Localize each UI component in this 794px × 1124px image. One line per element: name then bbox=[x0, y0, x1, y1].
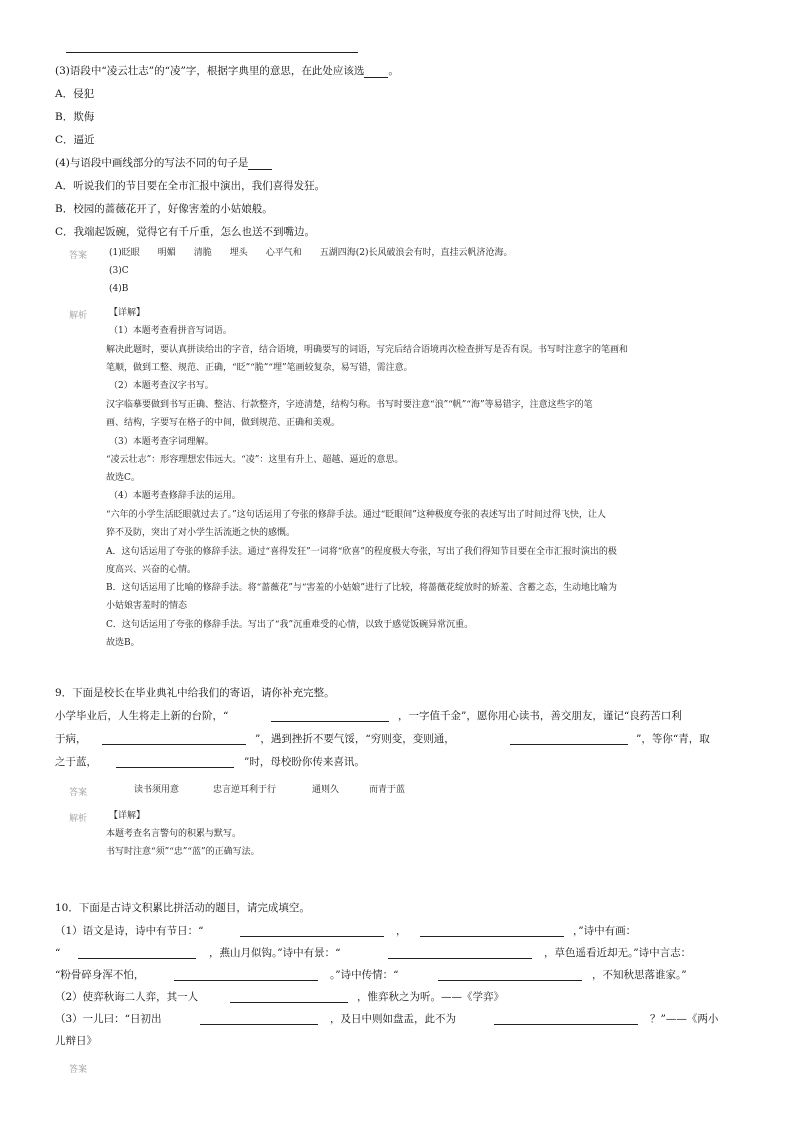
q10-blank-9[interactable] bbox=[494, 1024, 638, 1025]
q8-p4-option-a: A．听说我们的节目要在全市汇报中演出，我们喜得发狂。 bbox=[55, 180, 326, 192]
q10-blank-3[interactable] bbox=[78, 958, 196, 959]
q10-line-3c: ，不知秋思落谁家。” bbox=[592, 969, 687, 981]
q8-analysis-line: A．这句话运用了夸张的修辞手法。通过“喜得发狂”一词将“欣喜”的程度极大夸张，写出了我们得知节目要在全市汇报时演出的极 bbox=[106, 547, 617, 557]
q10-blank-1[interactable] bbox=[240, 936, 384, 937]
q8-analysis-line: 猝不及防，突出了对小学生活流逝之快的感慨。 bbox=[106, 528, 296, 538]
q10-line-2a: “ bbox=[55, 947, 61, 959]
q10-title: 10．下面是古诗文积累比拼活动的题目，请完成填空。 bbox=[55, 902, 310, 914]
q8-analysis-line: （2）本题考查汉字书写。 bbox=[109, 381, 214, 391]
q10-line-5b: ，及日中则如盘盂，此不为 bbox=[330, 1013, 456, 1025]
q8-analysis-line: 汉字临摹要做到书写正确、整洁、行款整齐，字迹清楚，结构匀称。书写时要注意“浪”“帆”“海”等易错字，注意这些字的笔 bbox=[106, 400, 593, 410]
analysis-label: 解析 bbox=[69, 814, 88, 824]
answer-blank[interactable] bbox=[364, 67, 388, 78]
q10-line-2c: ，草色遥看近却无。”诗中言志： bbox=[544, 947, 692, 959]
q9-line-2b: ”，遇到挫折不要气馁，“穷则变，变则通， bbox=[255, 733, 455, 745]
q10-line-1b: ， bbox=[396, 925, 407, 937]
answer-label: 答案 bbox=[69, 1065, 88, 1075]
q10-line-4a: （2）使弈秋诲二人弈，其一人 bbox=[55, 991, 199, 1003]
q8-analysis-line: “凌云壮志”：形容理想宏伟远大。“凌”：这里有升上、超越、逼近的意思。 bbox=[106, 455, 404, 465]
q8-analysis-line: C．这句话运用了夸张的修辞手法。写出了“我”沉重难受的心情，以致于感觉饭碗异常沉重。 bbox=[106, 620, 474, 630]
q8-answer-line-1: (1)眨眼 明媚 清脆 埋头 心平气和 五湖四海(2)长风破浪会有时，直挂云帆济沧海。 bbox=[109, 248, 513, 258]
q10-line-1a: （1）语文是诗，诗中有节日：“ bbox=[55, 925, 204, 937]
q9-line-1a: 小学毕业后，人生将走上新的台阶，“ bbox=[55, 710, 229, 722]
q8-p4-option-c: C．我端起饭碗，觉得它有千斤重，怎么也送不到嘴边。 bbox=[55, 226, 316, 238]
q9-line-3a: 之于蓝， bbox=[55, 756, 97, 768]
q10-line-3a: “粉骨碎身浑不怕， bbox=[55, 969, 145, 981]
q9-line-2c: ”，等你“青，取 bbox=[636, 733, 710, 745]
q10-blank-5[interactable] bbox=[174, 980, 318, 981]
q8-answer-line-2: (3)C bbox=[109, 266, 129, 276]
q9-line-3b: ”时，母校盼你传来喜讯。 bbox=[244, 756, 365, 768]
q8-option-b: B．欺侮 bbox=[55, 111, 95, 123]
q9-blank-3[interactable] bbox=[510, 744, 628, 745]
q8-analysis-line: （4）本题考查修辞手法的运用。 bbox=[109, 491, 241, 501]
q8-part4-stem: (4)与语段中画线部分的写法不同的句子是 bbox=[55, 156, 272, 170]
q10-blank-4[interactable] bbox=[388, 958, 532, 959]
q8-analysis-line: 【详解】 bbox=[109, 308, 146, 318]
q10-blank-6[interactable] bbox=[438, 980, 582, 981]
q10-line-1c: ，”诗中有画： bbox=[573, 925, 637, 937]
q8-answer-line-3: (4)B bbox=[109, 284, 129, 294]
q9-answer-1: 读书须用意 bbox=[134, 785, 180, 795]
q10-blank-7[interactable] bbox=[230, 1002, 348, 1003]
q8-analysis-line: 度高兴、兴奋的心情。 bbox=[106, 565, 197, 575]
q9-analysis-line: 本题考查名言警句的积累与默写。 bbox=[106, 829, 242, 839]
q9-line-1b: ，一字值千金”，愿你用心读书，善交朋友，谨记“良药苦口利 bbox=[398, 710, 682, 722]
q9-blank-2[interactable] bbox=[102, 744, 246, 745]
q8-analysis-line: 画、结构，字要写在格子的中间，做到规范、正确和美观。 bbox=[106, 418, 341, 428]
q10-line-6: 儿辩日》 bbox=[55, 1035, 97, 1047]
q9-blank-4[interactable] bbox=[116, 767, 234, 768]
q8-analysis-line: B．这句话运用了比喻的修辞手法。将“蔷薇花”与“害羞的小姑娘”进行了比较，将蔷薇花绽放时的娇羞、含蓄之态，生动地比喻为 bbox=[106, 583, 618, 593]
q8-part3-stem: (3)语段中“凌云壮志”的“凌”字，根据字典里的意思，在此处应该选 。 bbox=[55, 65, 399, 77]
q9-answer-2: 忠言逆耳利于行 bbox=[213, 785, 277, 795]
answer-blank[interactable] bbox=[248, 159, 272, 170]
answer-label: 答案 bbox=[69, 788, 88, 798]
q10-blank-8[interactable] bbox=[200, 1024, 318, 1025]
q9-answer-3: 通则久 bbox=[312, 785, 340, 795]
q10-line-2b: ，燕山月似钩。”诗中有景：“ bbox=[209, 947, 341, 959]
top-rule bbox=[66, 52, 358, 53]
analysis-label: 解析 bbox=[69, 311, 88, 321]
q8-analysis-line: 故选C。 bbox=[106, 473, 140, 483]
q8-analysis-line: 笔顺，做到工整、规范、正确，“眨”“脆”“埋”笔画较复杂，易写错，需注意。 bbox=[106, 363, 413, 373]
answer-label: 答案 bbox=[69, 251, 88, 261]
q10-line-5a: （3）一儿曰：“日初出 bbox=[55, 1013, 162, 1025]
q9-answer-4: 而青于蓝 bbox=[369, 785, 406, 795]
q8-analysis-line: （3）本题考查字词理解。 bbox=[109, 437, 214, 447]
q8-option-a: A．侵犯 bbox=[55, 88, 95, 100]
q8-analysis-line: 解决此题时，要认真拼读给出的字音，结合语境，明确要写的词语，写完后结合语境再次检查拼写是否有误。书写时注意字的笔画和 bbox=[106, 345, 629, 355]
q8-option-c: C．逼近 bbox=[55, 134, 95, 146]
q9-analysis-line: 书写时注意“须”“忠”“蓝”的正确写法。 bbox=[106, 847, 260, 857]
q10-line-3b: 。”诗中传情：“ bbox=[330, 969, 399, 981]
q10-blank-2[interactable] bbox=[420, 936, 564, 937]
q8-analysis-line: “六年的小学生活眨眼就过去了。”这句话运用了夸张的修辞手法。通过“眨眼间”这种极度夸张的表述写出了时间过得飞快，让人 bbox=[106, 510, 606, 520]
q9-analysis-line: 【详解】 bbox=[109, 811, 146, 821]
q10-line-4b: ，惟弈秋之为听。——《学弈》 bbox=[357, 991, 504, 1003]
q10-line-5c: ？”——《两小 bbox=[650, 1013, 719, 1025]
q8-analysis-line: （1）本题考查看拼音写词语。 bbox=[109, 326, 232, 336]
q9-blank-1[interactable] bbox=[271, 721, 389, 722]
q8-p4-option-b: B．校园的蔷薇花开了，好像害羞的小姑娘般。 bbox=[55, 203, 273, 215]
q9-title: 9．下面是校长在毕业典礼中给我们的寄语，请你补充完整。 bbox=[55, 687, 335, 699]
q8-analysis-line: 故选B。 bbox=[106, 638, 140, 648]
q8-analysis-line: 小姑娘害羞时的情态 bbox=[106, 601, 188, 611]
q9-line-2a: 于病， bbox=[55, 733, 87, 745]
